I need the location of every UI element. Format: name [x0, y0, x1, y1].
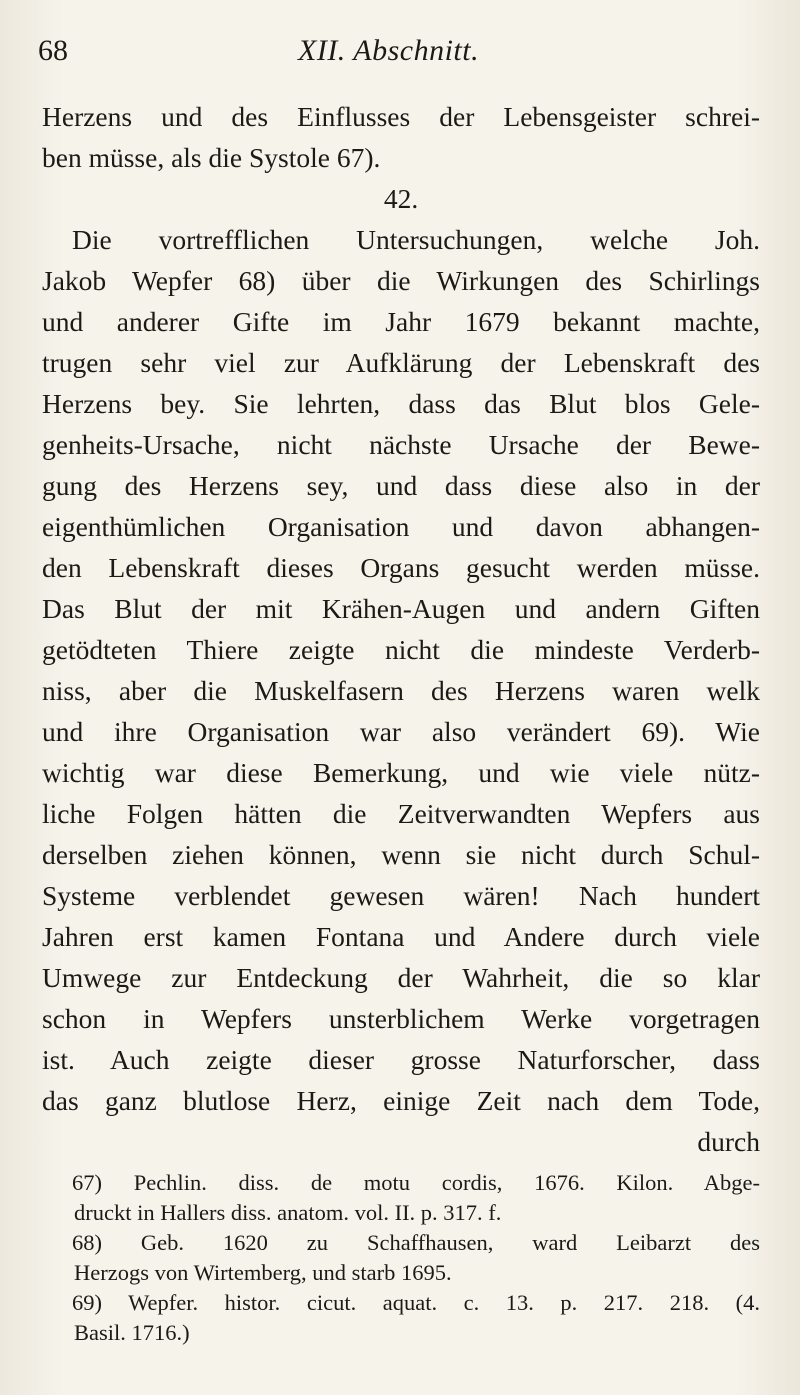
page-header	[38, 28, 762, 72]
footnote-68-cont: Herzogs von Wirtemberg, und starb 1695.	[74, 1260, 452, 1285]
text-line: trugen sehr viel zur Aufklärung der Lebenskraft des	[42, 347, 760, 378]
text-line: Umwege zur Entdeckung der Wahrheit, die so klar	[42, 962, 760, 993]
text-line: und anderer Gifte im Jahr 1679 bekannt machte,	[42, 306, 760, 337]
text-line: derselben ziehen können, wenn sie nicht durch Schul-	[42, 839, 760, 870]
text-line: gung des Herzens sey, und dass diese also in der	[42, 470, 760, 501]
text-line: getödteten Thiere zeigte nicht die mindeste Verderb-	[42, 634, 760, 665]
running-head: XII. Abschnitt.	[298, 34, 480, 67]
text-line: Das Blut der mit Krähen-Augen und andern Giften	[42, 593, 760, 624]
text-line: Herzens bey. Sie lehrten, dass das Blut blos Gele-	[42, 388, 760, 419]
text-line: niss, aber die Muskelfasern des Herzens waren welk	[42, 675, 760, 706]
page-number: 68	[38, 34, 68, 67]
text-line: Jahren erst kamen Fontana und Andere durch viele	[42, 921, 760, 952]
text-line: das ganz blutlose Herz, einige Zeit nach dem Tode,	[42, 1085, 760, 1116]
text-line: Systeme verblendet gewesen wären! Nach hundert	[42, 880, 760, 911]
text-line: ben müsse, als die Systole 67).	[42, 142, 381, 173]
text-line: ist. Auch zeigte dieser grosse Naturforscher, dass	[42, 1044, 760, 1075]
text-line: Die vortrefflichen Untersuchungen, welche Joh.	[72, 224, 760, 255]
footnote-68: 68) Geb. 1620 zu Schaffhausen, ward Leibarzt des	[72, 1230, 760, 1255]
text-line: Herzens und des Einflusses der Lebensgeister schrei-	[42, 101, 760, 132]
text-line: schon in Wepfers unsterblichem Werke vorgetragen	[42, 1003, 760, 1034]
footnotes	[42, 1168, 760, 1348]
text-line: und ihre Organisation war also verändert 69). Wie	[42, 716, 760, 747]
footnote-67: 67) Pechlin. diss. de motu cordis, 1676. Kilon. Abge-	[72, 1170, 760, 1195]
text-line: Jakob Wepfer 68) über die Wirkungen des Schirlings	[42, 265, 760, 296]
text-line: liche Folgen hätten die Zeitverwandten Wepfers aus	[42, 798, 760, 829]
footnote-69: 69) Wepfer. histor. cicut. aquat. c. 13. p. 217. 218. (4.	[72, 1290, 760, 1315]
footnote-67-cont: druckt in Hallers diss. anatom. vol. II. p. 317. f.	[74, 1200, 502, 1225]
text-line: eigenthümlichen Organisation und davon abhangen-	[42, 511, 760, 542]
section-number: 42.	[383, 183, 419, 214]
footnote-69-cont: Basil. 1716.)	[74, 1320, 190, 1345]
main-text	[42, 96, 760, 1162]
catchword: durch	[697, 1126, 760, 1157]
text-line: genheits-Ursache, nicht nächste Ursache der Bewe-	[42, 429, 760, 460]
text-line: den Lebenskraft dieses Organs gesucht werden müsse.	[42, 552, 760, 583]
text-line: wichtig war diese Bemerkung, und wie viele nütz-	[42, 757, 760, 788]
